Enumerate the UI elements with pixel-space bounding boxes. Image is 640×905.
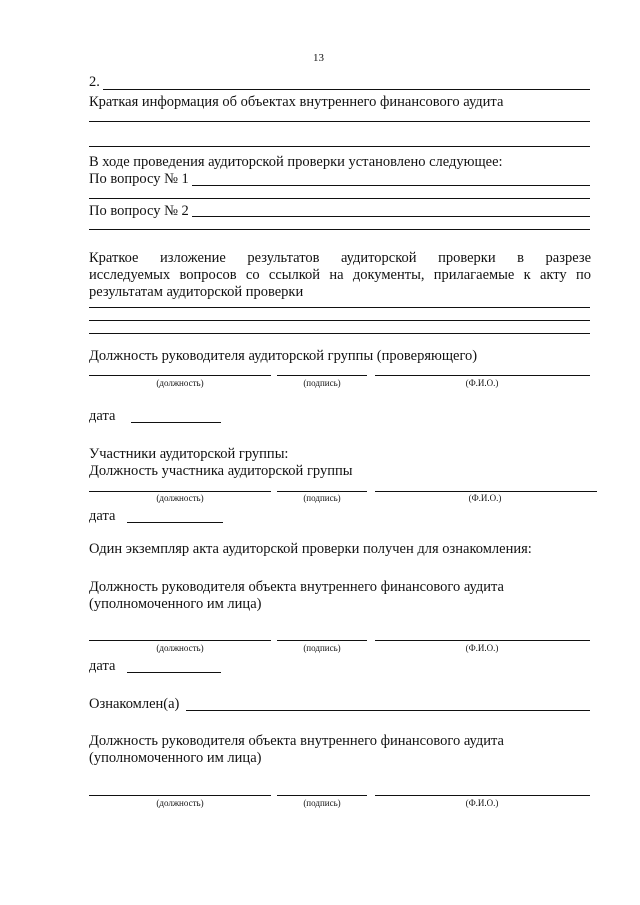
summary-line-3: результатам аудиторской проверки	[89, 284, 304, 300]
object-head-line-fio	[375, 795, 590, 796]
summary-line-1: Краткое изложение результатов аудиторской проверки в разрезе	[89, 250, 591, 266]
caption-position: (должность)	[156, 378, 204, 388]
brief-info-line-1	[89, 121, 590, 122]
caption-position: (должность)	[156, 493, 204, 503]
head-of-audit-group-label: Должность руководителя аудиторской группы (проверяющего)	[89, 348, 478, 364]
caption-signature: (подпись)	[303, 378, 341, 388]
object-head-line-signature	[277, 640, 367, 641]
signature-line-signature	[277, 375, 367, 376]
page-number: 13	[313, 52, 324, 64]
question-2-label: По вопросу № 2	[89, 203, 189, 219]
caption-signature: (подпись)	[303, 643, 341, 653]
question-2-line	[192, 216, 590, 217]
question-1-label: По вопросу № 1	[89, 171, 189, 187]
signature-line-fio	[375, 375, 590, 376]
summary-fill-line-3	[89, 333, 590, 334]
question-2-line-2	[89, 229, 590, 230]
caption-signature: (подпись)	[303, 798, 341, 808]
date-line	[131, 422, 221, 423]
object-head-label-line-2: (уполномоченного им лица)	[89, 750, 262, 766]
question-1-line-2	[89, 198, 590, 199]
participants-label: Участники аудиторской группы:	[89, 446, 289, 462]
object-head-line-position	[89, 640, 271, 641]
caption-fio: (Ф.И.О.)	[465, 798, 499, 808]
object-head-line-position	[89, 795, 271, 796]
participant-line-signature	[277, 491, 367, 492]
object-head-line-signature	[277, 795, 367, 796]
date-line	[127, 672, 221, 673]
acquainted-line	[186, 710, 590, 711]
summary-line-2: исследуемых вопросов со ссылкой на документы, прилагаемые к акту по	[89, 267, 591, 283]
object-head-label-line-2: (уполномоченного им лица)	[89, 596, 262, 612]
acquainted-label: Ознакомлен(а)	[89, 696, 180, 712]
date-label: дата	[89, 508, 116, 524]
brief-info-line-2	[89, 146, 590, 147]
participant-position-label: Должность участника аудиторской группы	[89, 463, 353, 479]
question-1-line	[192, 185, 590, 186]
participant-line-fio	[375, 491, 597, 492]
date-line	[127, 522, 223, 523]
caption-position: (должность)	[156, 643, 204, 653]
date-label: дата	[89, 408, 116, 424]
object-head-label-line-1: Должность руководителя объекта внутреннего финансового аудита	[89, 733, 504, 749]
participant-line-position	[89, 491, 271, 492]
caption-signature: (подпись)	[303, 493, 341, 503]
section-title-line	[103, 89, 590, 90]
brief-info-label: Краткая информация об объектах внутреннего финансового аудита	[89, 94, 504, 110]
signature-line-position	[89, 375, 271, 376]
caption-fio: (Ф.И.О.)	[465, 643, 499, 653]
object-head-line-fio	[375, 640, 590, 641]
summary-fill-line-1	[89, 307, 590, 308]
caption-position: (должность)	[156, 798, 204, 808]
date-label: дата	[89, 658, 116, 674]
object-head-label-line-1: Должность руководителя объекта внутреннего финансового аудита	[89, 579, 504, 595]
copy-received-label: Один экземпляр акта аудиторской проверки получен для ознакомления:	[89, 541, 532, 557]
findings-intro: В ходе проведения аудиторской проверки установлено следующее:	[89, 154, 503, 170]
caption-fio: (Ф.И.О.)	[468, 493, 502, 503]
summary-fill-line-2	[89, 320, 590, 321]
section-number: 2.	[89, 74, 100, 90]
caption-fio: (Ф.И.О.)	[465, 378, 499, 388]
